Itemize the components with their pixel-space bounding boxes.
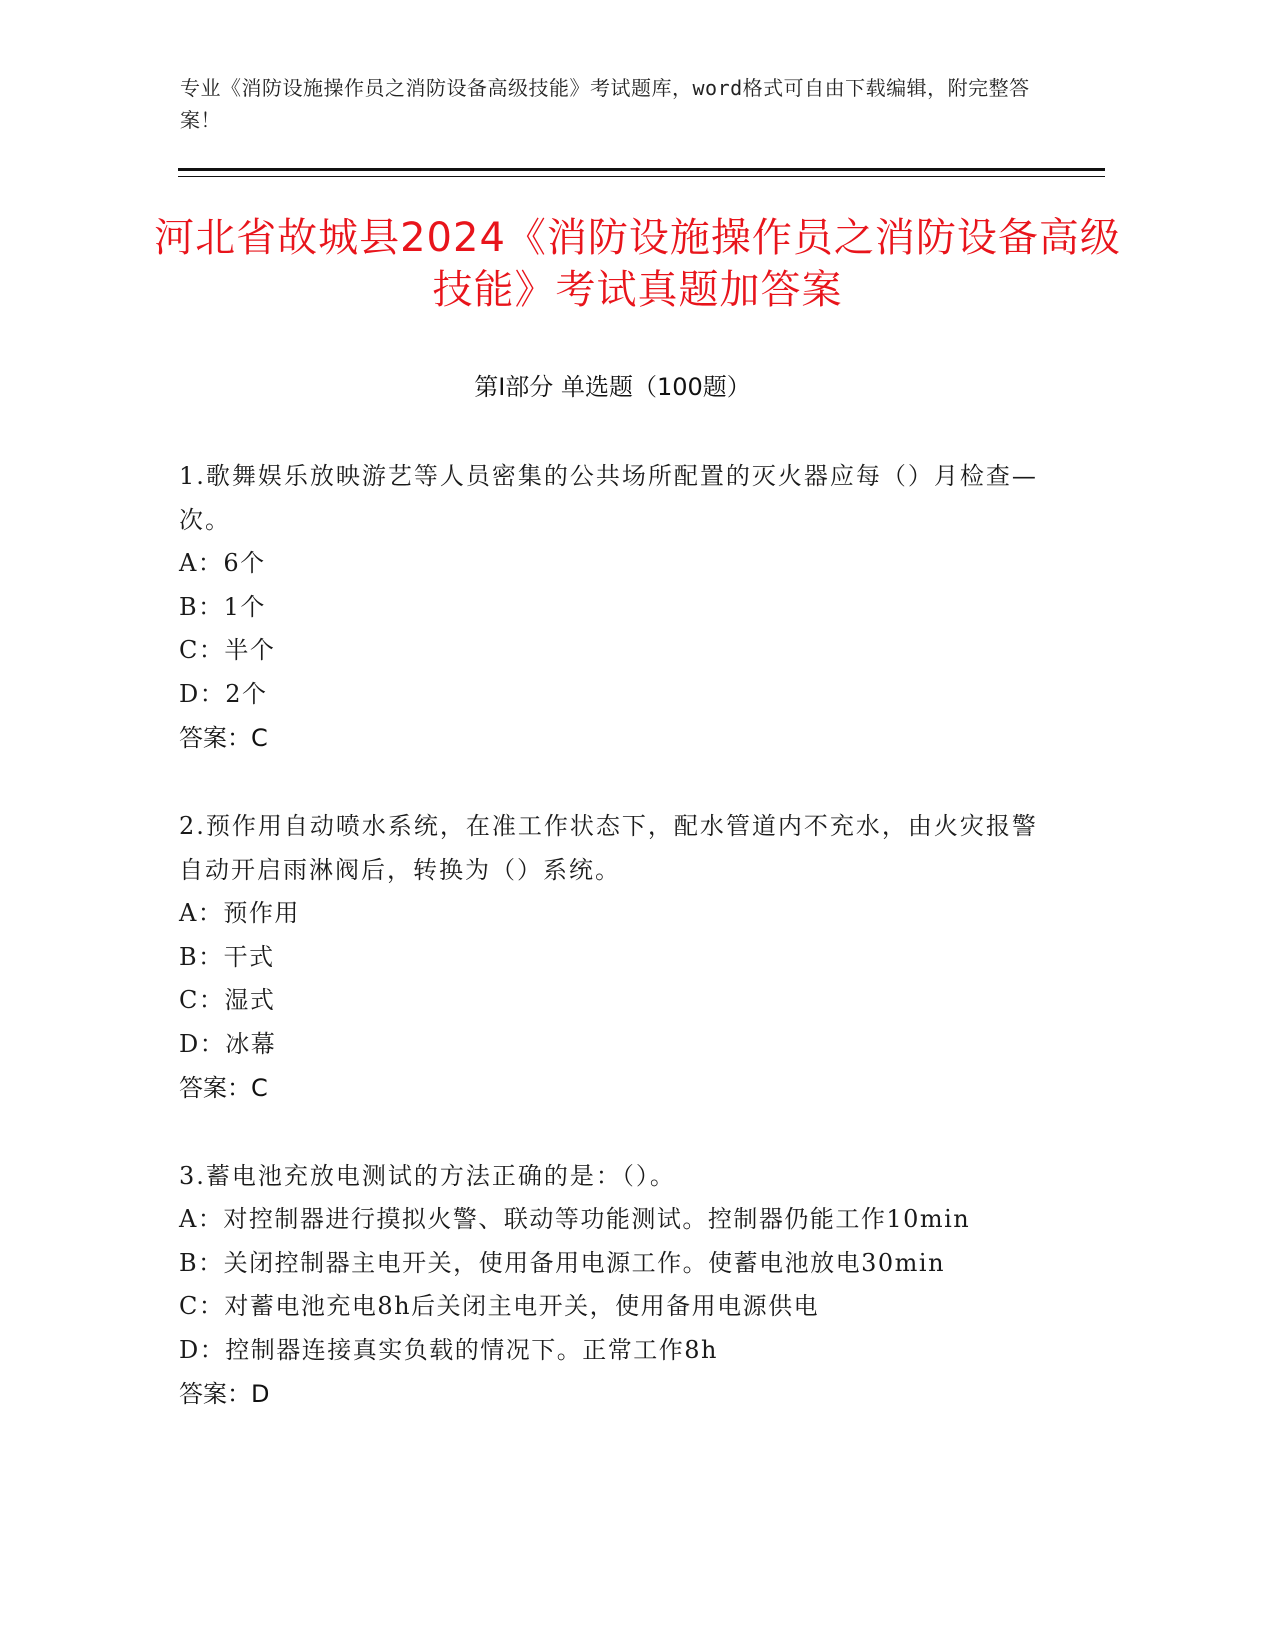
option-b: B：关闭控制器主电开关，使用备用电源工作。使蓄电池放电30min: [179, 1248, 946, 1277]
option-d: D：2个: [179, 679, 268, 708]
option-a: A：对控制器进行摸拟火警、联动等功能测试。控制器仍能工作10min: [179, 1205, 971, 1233]
question-2: [179, 804, 1039, 1110]
question-1: [179, 454, 1039, 760]
document-title: 河北省故城县2024《消防设施操作员之消防设备高级技能》考试真题加答案: [154, 215, 1121, 313]
answer: 答案：C: [179, 1074, 268, 1102]
answer: 答案：D: [179, 1380, 270, 1408]
option-d: D：冰幕: [179, 1029, 277, 1058]
option-c: C：半个: [179, 636, 276, 664]
option-a: A：6个: [179, 549, 266, 577]
header-note: 专业《消防设施操作员之消防设备高级技能》考试题库，word格式可自由下载编辑，附完整答案！: [180, 76, 1030, 132]
question-text: 1.歌舞娱乐放映游艺等人员密集的公共场所配置的灭火器应每（）月检查—次。: [179, 462, 1038, 534]
option-b: B：干式: [179, 942, 275, 971]
header-divider-thick: [178, 168, 1105, 171]
option-b: B：1个: [179, 592, 266, 621]
section-title: 第Ⅰ部分 单选题（100题）: [474, 373, 751, 401]
question-list: [179, 454, 1039, 1460]
option-a: A：预作用: [179, 899, 300, 927]
option-c: C：对蓄电池充电8h后关闭主电开关，使用备用电源供电: [179, 1292, 820, 1320]
question-text: 3.蓄电池充放电测试的方法正确的是：（）。: [179, 1162, 676, 1190]
answer: 答案：C: [179, 724, 268, 752]
question-text: 2.预作用自动喷水系统，在准工作状态下，配水管道内不充水，由火灾报警自动开启雨淋阀后，转换为（）系统。: [179, 812, 1038, 884]
option-d: D：控制器连接真实负载的情况下。正常工作8h: [179, 1335, 718, 1364]
option-c: C：湿式: [179, 986, 276, 1014]
question-3: [179, 1154, 1039, 1416]
header-divider-thin: [178, 176, 1105, 177]
